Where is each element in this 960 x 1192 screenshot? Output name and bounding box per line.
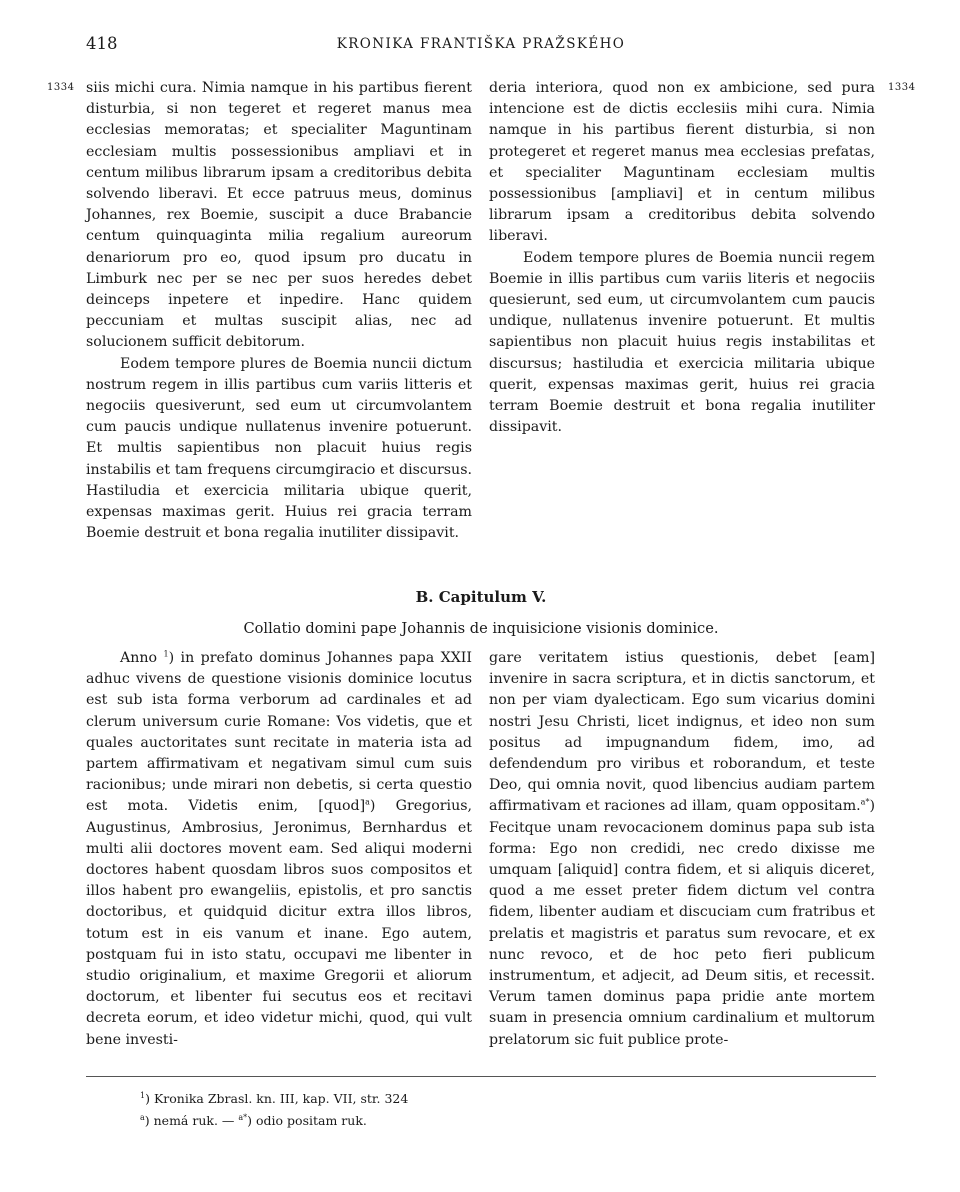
margin-year-right: 1334	[888, 82, 916, 93]
text-run: ) in prefato dominus Johannes papa XXII adhuc vivens de questione visionis dominice locutus est sub ista forma verborum ad cardinales et ad clerum universum curie Romane: Vos videtis, que et quales auctoritates sunt recitate in materia ista ad partem affirmativam et negativam simul cum suis racionibus; unde mirari non debetis, si certa questio est mota. Videtis enim, [quod]	[86, 650, 473, 815]
footnote-marker: 1	[140, 1090, 146, 1100]
paragraph: Eodem tempore plures de Boemia nuncii regem Boemie in illis partibus cum variis literis et negociis quesierunt, sed eum, ut circumvolantem cum paucis undique, nullatenus invenire potuerunt. Et multis sapientibus non placuit huius regis instabilitas et discursus; hastiludia et exercicia militaria ubique querit, expensas maximas gerit, huius rei gracia terram Boemie destruit et bona regalia inutiliter dissipavit.	[489, 249, 875, 436]
page-number: 418	[86, 34, 118, 53]
footnote-divider	[86, 1076, 876, 1077]
text-run: gare veritatem istius questionis, debet [eam] invenire in sacra scriptura, et in dictis sanctorum, et non per viam dyalecticam. Ego sum vicarius domini nostri Jesu Christi, licet indignus, et ideo non sum positus ad impugnandum fidem, imo, ad defendendum pro viribus et roborandum, et teste Deo, qui omnia novit, quod libencius audiam partem affirmativam et raciones ad illam, quam oppositam.	[489, 650, 875, 815]
top-right-column	[489, 78, 875, 438]
footnote-text: ) odio positam ruk.	[247, 1113, 367, 1128]
paragraph: deria interiora, quod non ex ambicione, sed pura intencione est de dictis ecclesiis mihi cura. Nimia namque in his partibus fierent disturbia, si non protegeret et regeret manus mea ecclesias prefatas, et specialiter Maguntinam ecclesiam multis possessionibus [ampliavi] et in centum milibus librarum ipsam a creditoribus debita solvendo liberavi.	[489, 80, 875, 245]
footnote-marker: a	[365, 797, 370, 807]
paragraph	[86, 648, 472, 1051]
running-head	[86, 34, 876, 58]
footnote-text: ) nemá ruk. —	[144, 1113, 239, 1128]
paragraph: Eodem tempore plures de Boemia nuncii dictum nostrum regem in illis partibus cum variis litteris et negociis quesiverunt, sed eum ut circumvolantem cum paucis undique nullatenus invenire potuerunt. Et multis sapientibus non placuit huius regis instabilis et tam frequens circumgiracio et discursus. Hastiludia et exercicia militaria ubique querit, expensas maximas gerit. Huius rei gracia terram Boemie destruit et bona regalia inutiliter dissipavit.	[86, 355, 472, 542]
paragraph	[489, 648, 875, 1051]
footnote-1	[140, 1088, 408, 1110]
text-run: Anno	[120, 650, 164, 666]
chapter-subtitle: Collatio domini pape Johannis de inquisicione visionis dominice.	[243, 620, 719, 637]
running-title: KRONIKA FRANTIŠKA PRAŽSKÉHO	[336, 36, 626, 52]
bottom-right-column	[489, 648, 875, 1051]
footnote-marker: a*	[238, 1112, 248, 1122]
margin-year-left: 1334	[47, 82, 75, 93]
text-run: ) Gregorius, Augustinus, Ambrosius, Jeronimus, Bernhardus et multi alii doctores movent eam. Sed aliqui moderni doctores habent quosdam libros suos compositos et illos habent pro ewangeliis, epistolis, et pro sanctis doctoribus, et quidquid dicitur extra illos libros, totum est in eis vanum et inane. Ego autem, postquam fui in isto statu, occupavi me libenter in studio originalium, et maxime Gregorii et aliorum doctorum, et libenter fui secutus eos et recitavi decreta eorum, et ideo videtur michi, quod, qui vult bene investi-	[86, 798, 472, 1048]
footnotes	[140, 1088, 408, 1132]
text-run: ) Fecitque unam revocacionem dominus papa sub ista forma: Ego non credidi, nec credo dixisse me umquam [aliquid] contra fidem, et si aliquis diceret, quod a me esset preter fidem dictum vel contra fidem, libenter audiam et discuciam cum fratribus et prelatis et magistris et paratus sum revocare, et ex nunc revoco, et de hoc peto fieri publicum instrumentum, et adjecit, ad Deum sitis, et recessit. Verum tamen dominus papa pridie ante mortem suam in presencia omnium cardinalium et multorum prelatorum sic fuit publice prote-	[489, 798, 875, 1048]
footnote-marker: a*	[860, 797, 870, 807]
footnote-marker: 1	[163, 649, 169, 659]
paragraph: siis michi cura. Nimia namque in his partibus fierent disturbia, si non tegeret et regeret manus mea ecclesias memoratas; et specialiter Maguntinam ecclesiam multis possessionibus ampliavi et in centum milibus librarum ipsam a creditoribus debita solvendo liberavi. Et ecce patruus meus, dominus Johannes, rex Boemie, suscipit a duce Brabancie centum quinquaginta milia regalium aureorum denariorum pro eo, quod ipsum pro ducatu in Limburk nec per se nec per suos heredes debet deinceps inpetere et inpedire. Hanc quidem peccuniam et multas suscipit alias, nec ad solucionem sufficit debitorum.	[86, 80, 472, 351]
footnote-text: ) Kronika Zbrasl. kn. III, kap. VII, str. 324	[145, 1091, 409, 1106]
footnote-marker: a	[140, 1112, 145, 1122]
footnote-2	[140, 1110, 408, 1132]
bottom-left-column	[86, 648, 472, 1051]
chapter-heading: B. Capitulum V.	[415, 588, 547, 606]
top-left-column	[86, 78, 472, 544]
